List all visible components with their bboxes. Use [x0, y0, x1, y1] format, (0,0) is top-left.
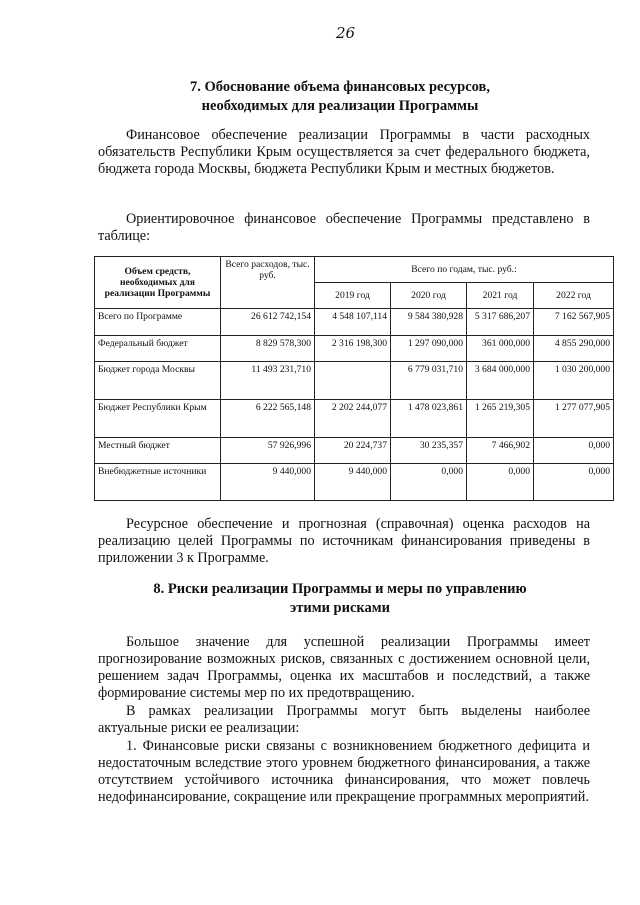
- row-label: Бюджет города Москвы: [95, 362, 221, 400]
- section7-title: [100, 78, 580, 116]
- cell-total: 8 829 578,300: [221, 336, 315, 362]
- cell-2020: 30 235,357: [391, 438, 467, 464]
- cell-2019: [315, 362, 391, 400]
- cell-2020: 1 297 090,000: [391, 336, 467, 362]
- cell-total: 6 222 565,148: [221, 400, 315, 438]
- table-row: [95, 309, 614, 336]
- cell-2019: 2 202 244,077: [315, 400, 391, 438]
- row-label: Федеральный бюджет: [95, 336, 221, 362]
- section8-title: [100, 580, 580, 618]
- cell-2020: 1 478 023,861: [391, 400, 467, 438]
- cell-2022: 0,000: [534, 438, 614, 464]
- section7-title-line2: необходимых для реализации Программы: [201, 98, 479, 114]
- cell-total: 9 440,000: [221, 464, 315, 501]
- cell-2021: 0,000: [467, 464, 534, 501]
- table-row: [95, 464, 614, 501]
- cell-2019: 20 224,737: [315, 438, 391, 464]
- section8-paragraph-1: Большое значение для успешной реализации Программы имеет прогнозирование возможных рисков, связанных с достижением основной цели, решением задач Программы, оценка их масштабов и последствий, а также формирование системы мер по их предотвращению.: [98, 634, 590, 701]
- table-row: [95, 438, 614, 464]
- financing-table: [94, 256, 614, 501]
- section7-title-line1: 7. Обоснование объема финансовых ресурсов,: [189, 79, 490, 95]
- cell-2020: 6 779 031,710: [391, 362, 467, 400]
- row-label: Внебюджетные источники: [95, 464, 221, 501]
- row-label: Бюджет Республики Крым: [95, 400, 221, 438]
- section7-paragraph-2: Ориентировочное финансовое обеспечение Программы представлено в таблице:: [98, 211, 590, 244]
- table-row: [95, 336, 614, 362]
- cell-2022: 7 162 567,905: [534, 309, 614, 336]
- header-by-years: Всего по годам, тыс. руб.:: [315, 257, 614, 283]
- cell-2021: 5 317 686,207: [467, 309, 534, 336]
- cell-2021: 7 466,902: [467, 438, 534, 464]
- table-row: [95, 362, 614, 400]
- cell-2019: 2 316 198,300: [315, 336, 391, 362]
- section7-paragraph-1: Финансовое обеспечение реализации Программы в части расходных обязательств Республики Крым осуществляется за счет федерального бюджета, бюджета города Москвы, бюджета Республики Крым и местных бюджетов.: [98, 127, 590, 177]
- cell-2020: 9 584 380,928: [391, 309, 467, 336]
- section8-paragraph-3: 1. Финансовые риски связаны с возникновением бюджетного дефицита и недостаточным вследствие этого уровнем бюджетного финансирования, а также отсутствием устойчивого источника финансирования, что может повлечь недофинансирование, сокращение или прекращение программных мероприятий.: [98, 738, 590, 805]
- cell-total: 57 926,996: [221, 438, 315, 464]
- header-year-2022: 2022 год: [534, 283, 614, 309]
- header-total: Всего расходов, тыс. руб.: [221, 257, 315, 309]
- cell-2022: 4 855 290,000: [534, 336, 614, 362]
- cell-2022: 0,000: [534, 464, 614, 501]
- cell-total: 26 612 742,154: [221, 309, 315, 336]
- header-volume: Объем средств, необходимых для реализации Программы: [95, 257, 221, 309]
- cell-2020: 0,000: [391, 464, 467, 501]
- cell-2021: 361 000,000: [467, 336, 534, 362]
- cell-2019: 4 548 107,114: [315, 309, 391, 336]
- cell-2022: 1 030 200,000: [534, 362, 614, 400]
- cell-2019: 9 440,000: [315, 464, 391, 501]
- cell-total: 11 493 231,710: [221, 362, 315, 400]
- row-label: Всего по Программе: [95, 309, 221, 336]
- cell-2021: 1 265 219,305: [467, 400, 534, 438]
- after-table-paragraph: Ресурсное обеспечение и прогнозная (справочная) оценка расходов на реализацию целей Программы по источникам финансирования приведены в приложении 3 к Программе.: [98, 516, 590, 566]
- header-year-2020: 2020 год: [391, 283, 467, 309]
- table-row: [95, 400, 614, 438]
- cell-2021: 3 684 000,000: [467, 362, 534, 400]
- page-number: 26: [336, 24, 356, 42]
- row-label: Местный бюджет: [95, 438, 221, 464]
- section8-title-line1: 8. Риски реализации Программы и меры по управлению: [153, 581, 527, 597]
- header-year-2021: 2021 год: [467, 283, 534, 309]
- section8-title-line2: этими рисками: [289, 600, 391, 616]
- section8-paragraph-2: В рамках реализации Программы могут быть выделены наиболее актуальные риски ее реализации:: [98, 703, 590, 736]
- header-year-2019: 2019 год: [315, 283, 391, 309]
- cell-2022: 1 277 077,905: [534, 400, 614, 438]
